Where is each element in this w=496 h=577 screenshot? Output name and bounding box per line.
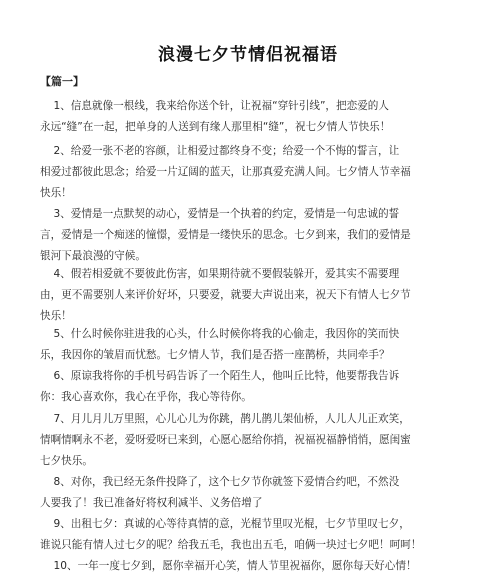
paragraph-1: 1、信息就像一根线，我来给你送个针，让祝福“穿针引线”，把恋爱的人 永远“缝”在一起，把单身的人送到有缘人那里相“缝”，祝七夕情人节快乐！ — [40, 100, 391, 133]
paragraph-10: 10、一年一度七夕到，愿你幸福开心笑，情人节里祝福你，愿你每天好心情！ — [40, 560, 417, 572]
paragraph-3: 3、爱情是一点默契的动心，爱情是一个执着的约定，爱情是一句忠诚的誓 言，爱情是一个痴迷的憧憬，爱情是一缕快乐的思念。七夕到来，我们的爱情是 银河下最浪漫的守候。 — [40, 208, 411, 262]
paragraph-4: 4、假若相爱就不要彼此伤害，如果期待就不要假装躲开，爱其实不需要理 由，更不需要别人来评价好坏，只要爱，就要大声说出来，祝天下有情人七夕节 快乐！ — [40, 268, 411, 322]
section-label: 【篇一】 — [40, 75, 84, 88]
document-title: 浪漫七夕节情侣祝福语 — [158, 45, 338, 65]
paragraph-8: 8、对你，我已经无条件投降了，这个七夕节你就签下爱情合约吧，不然没 人要我了！我已准备好将权利减半、义务倍增了 — [40, 476, 400, 509]
paragraph-2: 2、给爱一张不老的容颜，让相爱过都终身不变；给爱一个不悔的誓言，让 相爱过都彼此思念；给爱一片辽阔的蓝天，让那真爱充满人间。七夕情人节幸福 快乐！ — [40, 145, 411, 199]
paragraph-5: 5、什么时候你驻进我的心头，什么时候你将我的心偷走，我因你的笑而快 乐，我因你的皱眉而忧愁。七夕情人节，我们是否搭一座鹊桥，共同牵手？ — [40, 328, 400, 361]
paragraph-7: 7、月儿月儿万里照，心儿心儿为你跳，鹊儿鹊儿架仙桥，人儿人儿正欢笑， 情啊情啊永不老，爱呀爱呀已来到，心愿心愿给你捎，祝福祝福静悄悄，愿闺蜜 七夕快乐。 — [40, 413, 411, 467]
paragraph-9: 9、出租七夕：真诚的心等待真情的意，光棍节里叹光棍，七夕节里叹七夕， 谁说只能有情人过七夕的呢？给我五毛，我也出五毛，咱俩一块过七夕吧！呵呵！ — [40, 518, 422, 551]
paragraph-6: 6、原谅我将你的手机号码告诉了一个陌生人，他叫丘比特，他要帮我告诉 你：我心喜欢你，我心在乎你，我心等待你。 — [40, 370, 400, 403]
